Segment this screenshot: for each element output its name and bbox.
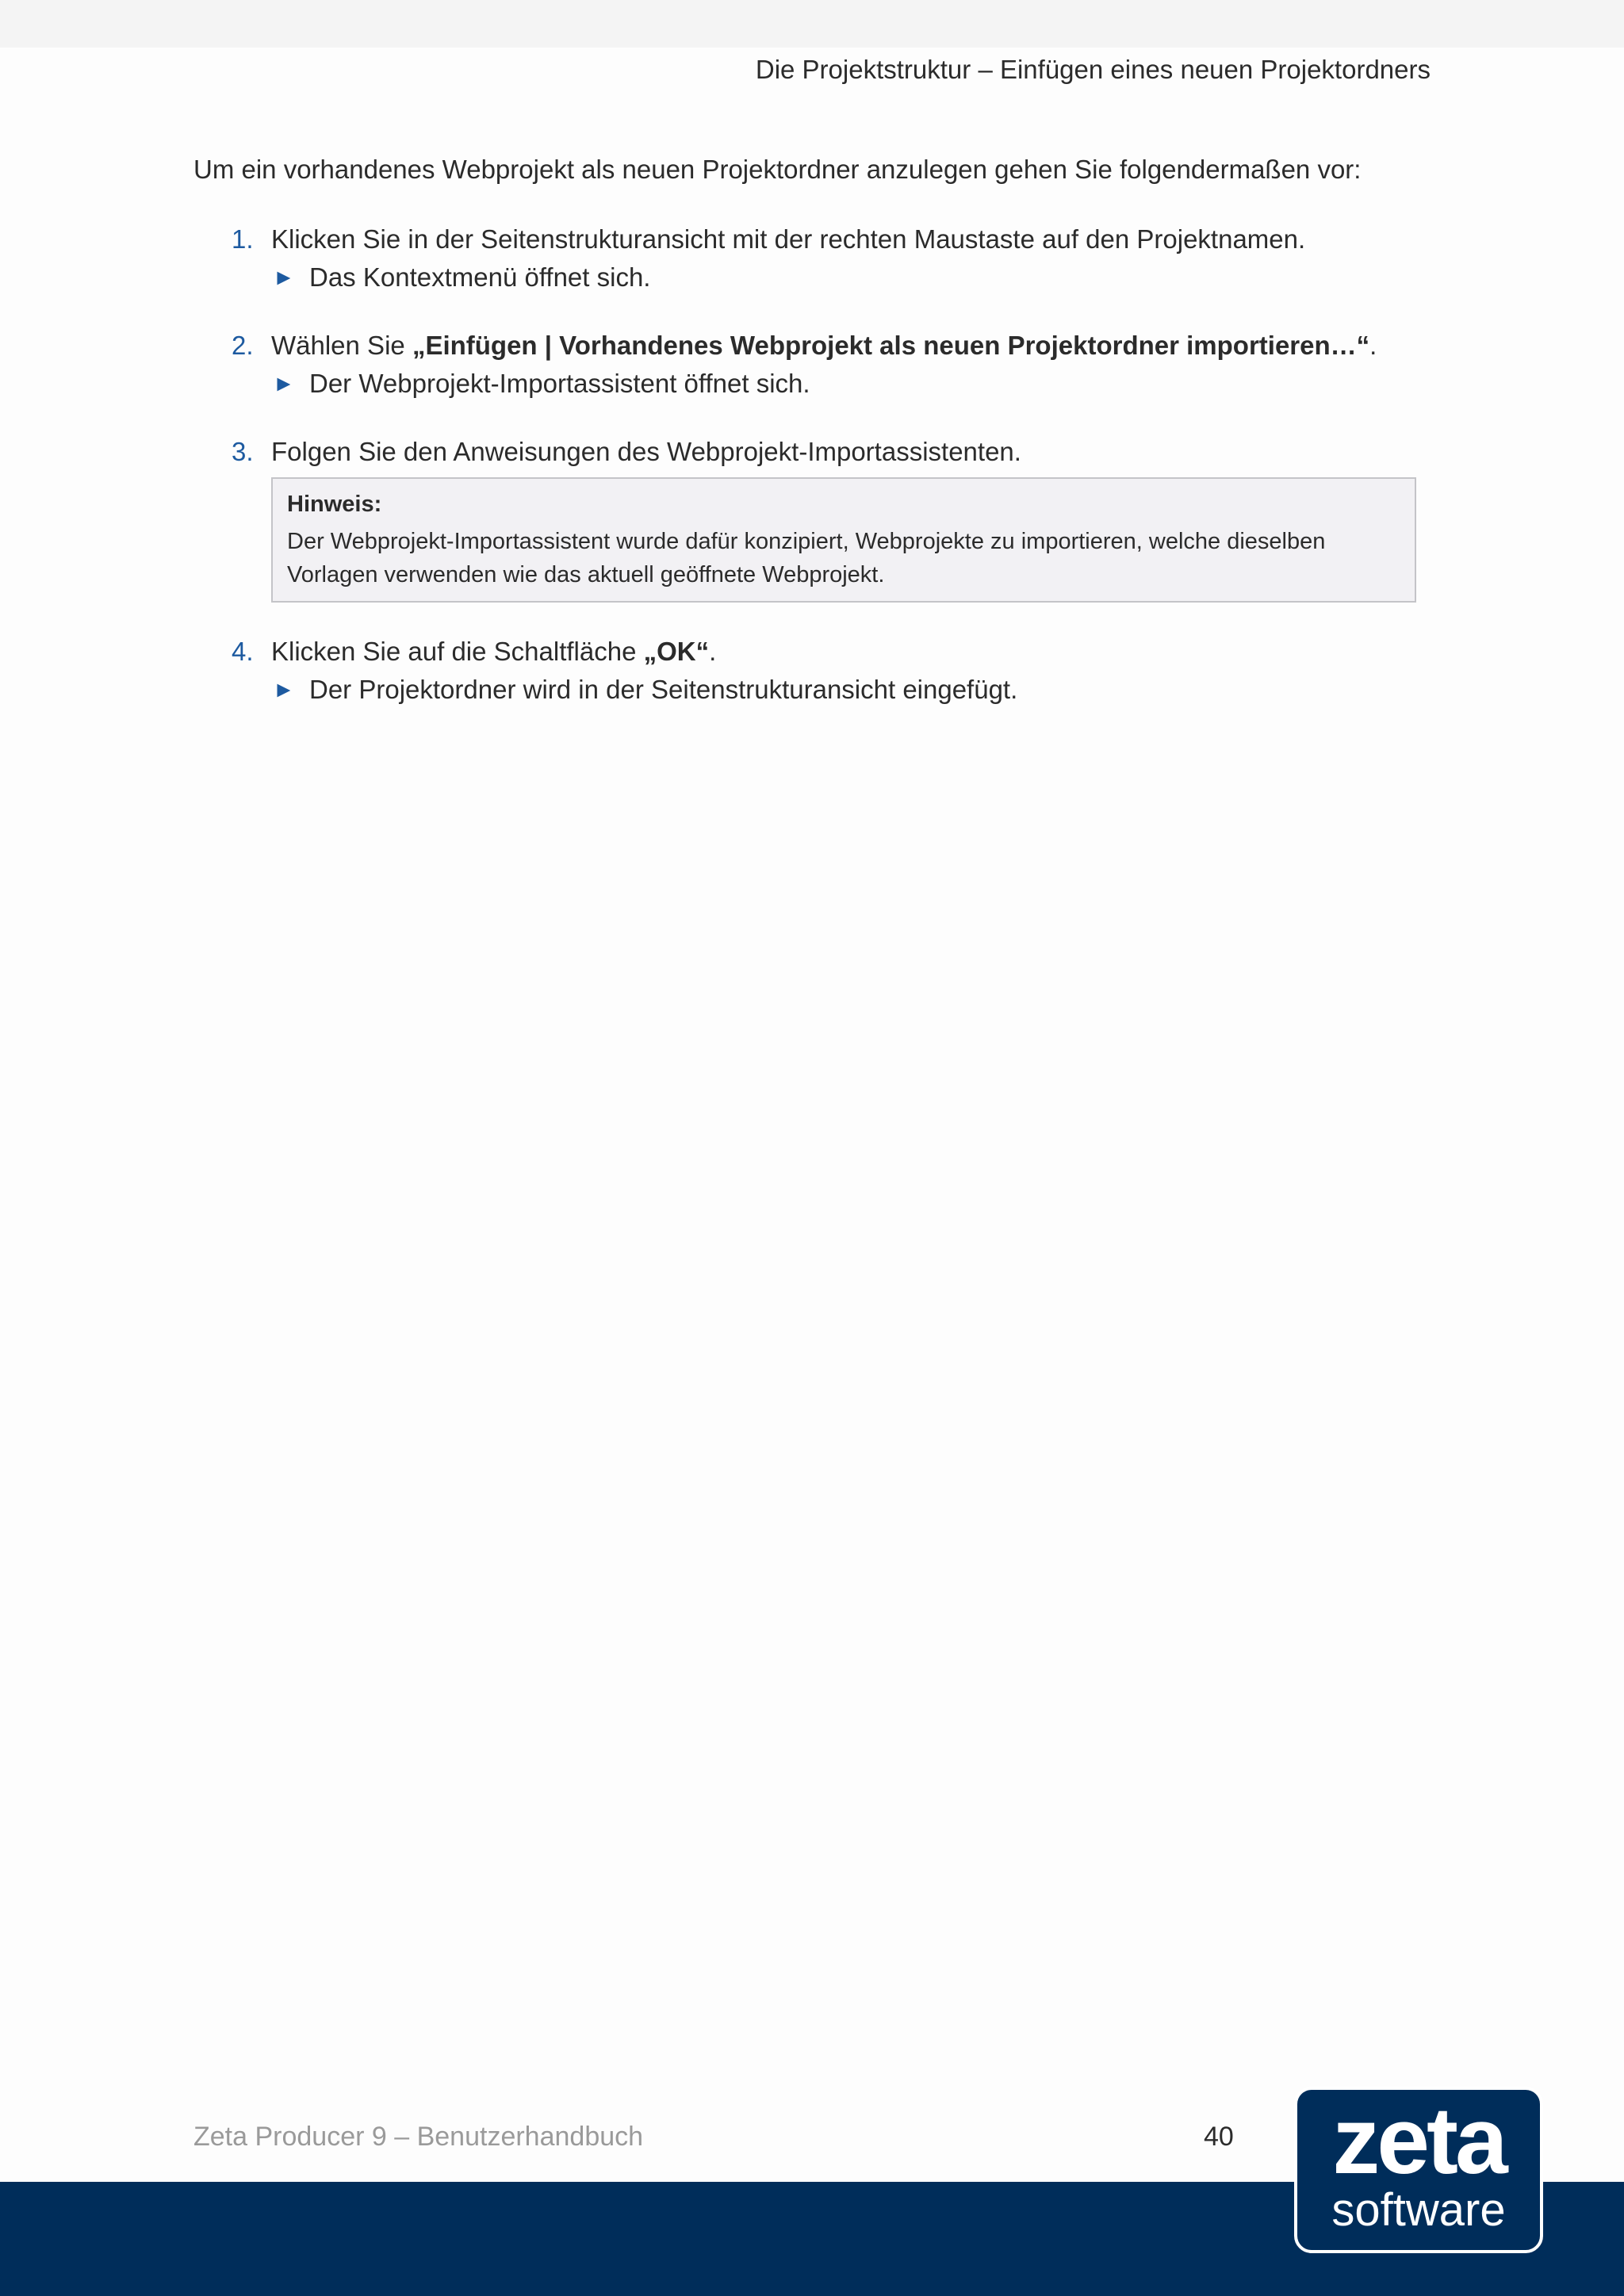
- step-text-end: .: [709, 637, 717, 666]
- step-text: [271, 633, 1446, 671]
- step-text: [271, 327, 1446, 365]
- result-arrow-icon: ►: [273, 371, 295, 396]
- ok-button-label: „OK“: [643, 637, 710, 666]
- step-list: [193, 220, 1446, 739]
- note-body: Der Webprojekt-Importassistent wurde dafür konzipiert, Webprojekte zu importieren, welche dieselben Vorlagen verwenden wie das aktuell geöffnete Webprojekt.: [287, 529, 1326, 587]
- running-header: Die Projektstruktur – Einfügen eines neuen Projektordners: [755, 55, 1431, 84]
- step-number: 2.: [232, 331, 254, 360]
- step-number: 3.: [232, 437, 254, 466]
- page-number: 40: [1204, 2122, 1234, 2152]
- note-title: Hinweis:: [287, 492, 382, 517]
- step-text: Folgen Sie den Anweisungen des Webprojekt-Importassistenten.: [271, 437, 1021, 466]
- viewer-top-strip: [0, 0, 1624, 48]
- logo-wordmark: zeta: [1332, 2087, 1505, 2194]
- step-text: Klicken Sie in der Seitenstrukturansicht mit der rechten Maustaste auf den Projektnamen.: [271, 224, 1306, 254]
- step-item: [193, 433, 1446, 603]
- step-result-text: Der Projektordner wird in der Seitenstrukturansicht eingefügt.: [309, 675, 1018, 704]
- step-result-text: Das Kontextmenü öffnet sich.: [309, 262, 651, 292]
- step-text-lead: Wählen Sie: [271, 331, 412, 360]
- step-result: [271, 671, 1446, 709]
- result-arrow-icon: ►: [273, 677, 295, 702]
- footer-title: Zeta Producer 9 – Benutzerhandbuch: [193, 2122, 644, 2152]
- menu-path: „Einfügen | Vorhandenes Webprojekt als neuen Projektordner importieren…“: [412, 331, 1370, 360]
- step-result: [271, 258, 1446, 297]
- step-item: [193, 327, 1446, 403]
- result-arrow-icon: ►: [273, 265, 295, 289]
- zeta-software-logo: [1294, 2087, 1543, 2253]
- step-result: [271, 365, 1446, 403]
- step-item: [193, 220, 1446, 297]
- logo-subtitle: software: [1331, 2184, 1506, 2236]
- intro-paragraph: Um ein vorhandenes Webprojekt als neuen Projektordner anzulegen gehen Sie folgendermaßen vor:: [193, 155, 1362, 184]
- note-box: [271, 477, 1416, 603]
- step-text-lead: Klicken Sie auf die Schaltfläche: [271, 637, 644, 666]
- step-result-text: Der Webprojekt-Importassistent öffnet sich.: [309, 369, 810, 398]
- step-item: [193, 633, 1446, 709]
- step-text-end: .: [1369, 331, 1377, 360]
- step-number: 1.: [232, 224, 254, 254]
- step-number: 4.: [232, 637, 254, 666]
